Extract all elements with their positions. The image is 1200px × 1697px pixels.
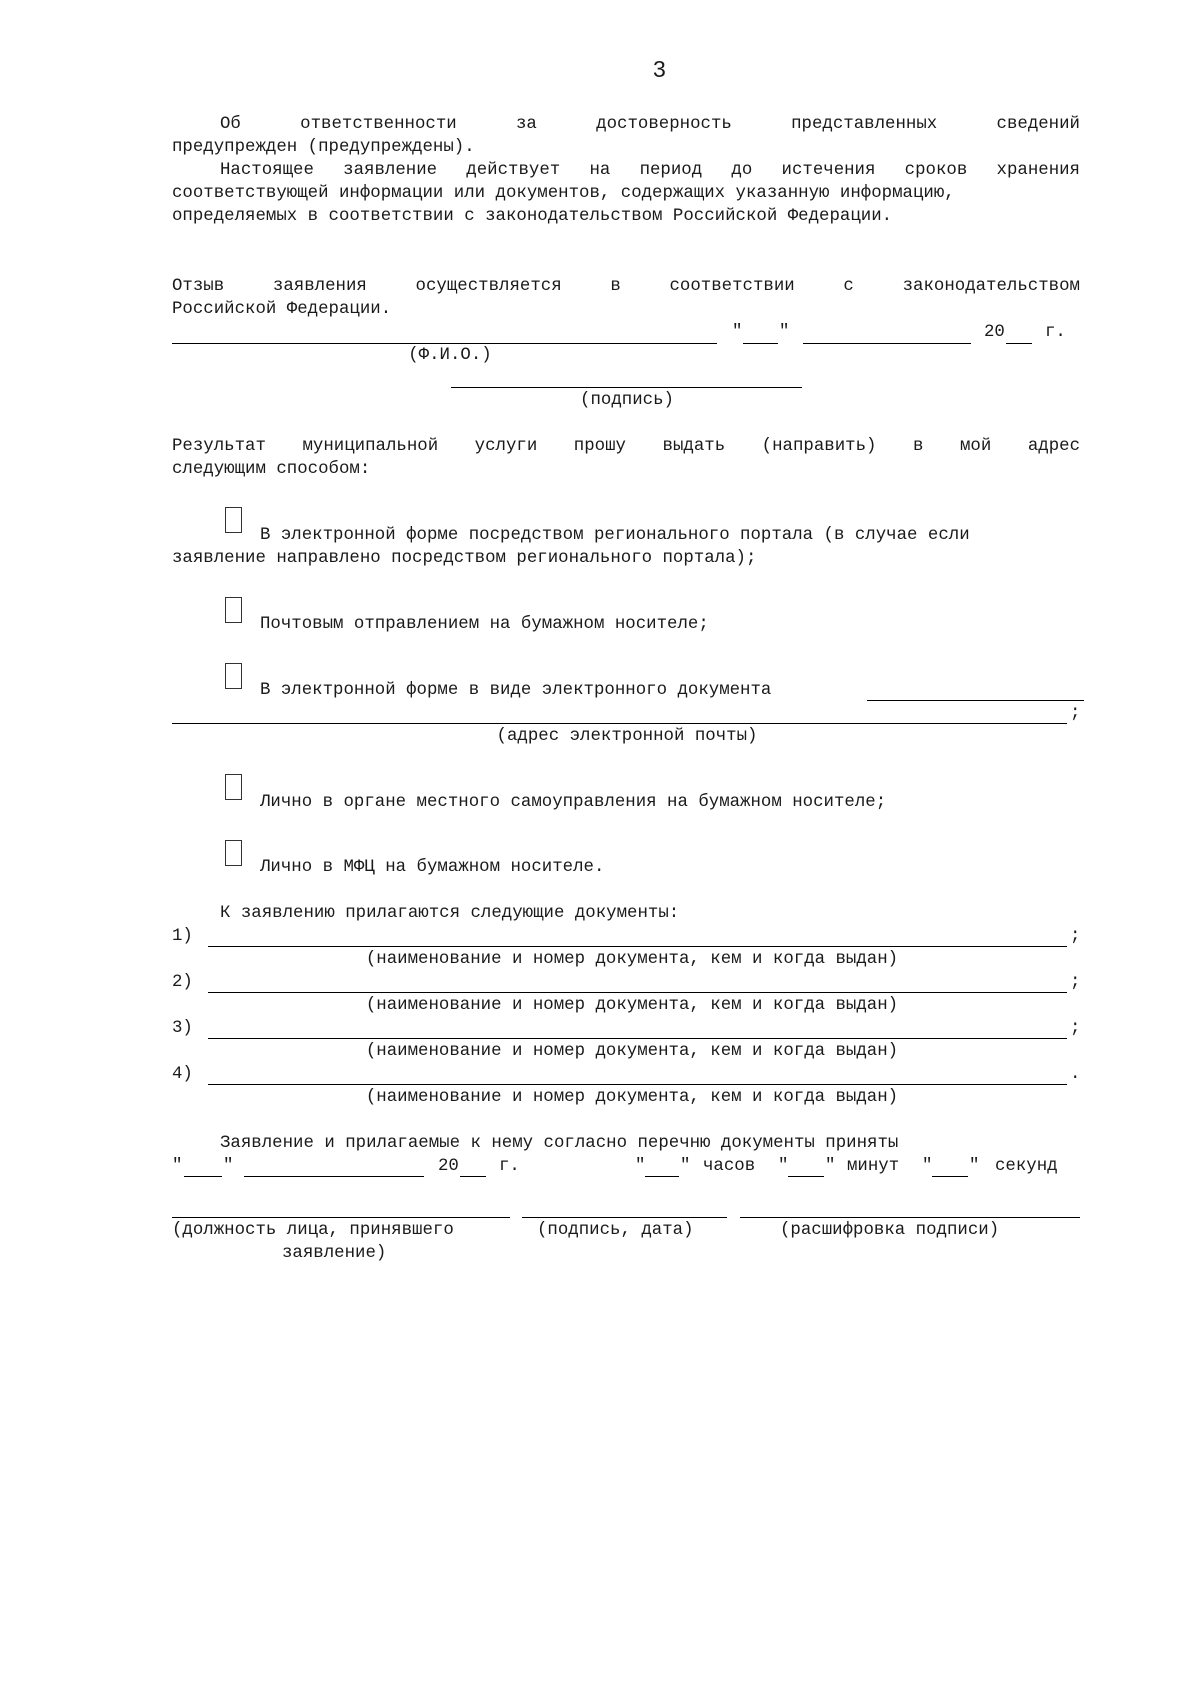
attachment-3-end: ; [1070, 1019, 1081, 1038]
attachment-3-underline [208, 1038, 1067, 1039]
attachment-2-underline [208, 992, 1067, 993]
acceptance-minutes-underline [788, 1176, 824, 1177]
portal-checkbox[interactable] [225, 507, 242, 533]
responsibility-line-1: Об ответственности за достоверность представленных сведений [220, 115, 1080, 134]
mail-option-label: Почтовым отправлением на бумажном носителе; [260, 615, 709, 634]
acceptance-hours-quote-open: " [635, 1157, 646, 1176]
position-underline [172, 1217, 510, 1218]
acceptance-day-quote-open: " [172, 1157, 183, 1176]
local-gov-checkbox[interactable] [225, 774, 242, 800]
signature-caption: (подпись) [580, 391, 674, 410]
acceptance-month-underline [244, 1176, 424, 1177]
acceptance-year-prefix: 20 [438, 1157, 459, 1176]
acceptance-minutes-quote-close: " [825, 1157, 836, 1176]
date-year-suffix: г. [1045, 323, 1066, 342]
date-quote-open: " [732, 323, 743, 342]
attachment-4-end: . [1070, 1065, 1081, 1084]
attachment-4-caption: (наименование и номер документа, кем и когда выдан) [365, 1088, 899, 1107]
decoding-caption: (расшифровка подписи) [780, 1221, 1000, 1240]
fio-underline [172, 343, 717, 344]
acceptance-line-1: Заявление и прилагаемые к нему согласно перечню документы приняты [220, 1134, 899, 1153]
attachment-4-underline [208, 1084, 1067, 1085]
attachment-3-number: 3) [172, 1019, 193, 1038]
decoding-underline [740, 1217, 1080, 1218]
acceptance-minutes-quote-open: " [778, 1157, 789, 1176]
attachment-3-caption: (наименование и номер документа, кем и когда выдан) [365, 1042, 899, 1061]
email-address-underline-1 [867, 700, 1084, 701]
attachment-2-number: 2) [172, 973, 193, 992]
date-month-underline [803, 343, 971, 344]
portal-option-line-2: заявление направлено посредством регионального портала); [172, 549, 757, 568]
result-line-2: следующим способом: [172, 460, 371, 479]
revocation-line-1: Отзыв заявления осуществляется в соответствии с законодательством [172, 277, 1080, 296]
acceptance-year-suffix: г. [499, 1157, 520, 1176]
attachment-2-end: ; [1070, 973, 1081, 992]
position-caption-line-1: (должность лица, принявшего [172, 1221, 454, 1240]
acceptance-hours-quote-close: " [680, 1157, 691, 1176]
acceptance-day-underline [184, 1176, 222, 1177]
sign-date-caption: (подпись, дата) [537, 1221, 694, 1240]
email-address-underline-2 [172, 723, 1067, 724]
attachment-1-number: 1) [172, 927, 193, 946]
email-caption: (адрес электронной почты) [496, 727, 758, 746]
acceptance-seconds-quote-close: " [969, 1157, 980, 1176]
attachment-4-number: 4) [172, 1065, 193, 1084]
validity-line-3: определяемых в соответствии с законодательством Российской Федерации. [172, 207, 893, 226]
sign-date-underline [522, 1217, 727, 1218]
attachment-1-caption: (наименование и номер документа, кем и когда выдан) [365, 950, 899, 969]
acceptance-seconds-underline [932, 1176, 968, 1177]
attachment-1-end: ; [1070, 927, 1081, 946]
acceptance-seconds-quote-open: " [922, 1157, 933, 1176]
acceptance-day-quote-close: " [223, 1157, 234, 1176]
page-number: 3 [653, 56, 666, 82]
validity-line-2: соответствующей информации или документов, содержащих указанную информацию, [172, 184, 955, 203]
acceptance-minutes-label: минут [847, 1157, 900, 1176]
date-day-underline [743, 343, 778, 344]
attachment-2-caption: (наименование и номер документа, кем и когда выдан) [365, 996, 899, 1015]
mfc-option-label: Лично в МФЦ на бумажном носителе. [260, 858, 605, 877]
acceptance-hours-underline [645, 1176, 679, 1177]
local-gov-option-label: Лично в органе местного самоуправления на бумажном носителе; [260, 793, 887, 812]
fio-caption: (Ф.И.О.) [408, 346, 492, 365]
acceptance-hours-label: часов [703, 1157, 756, 1176]
revocation-line-2: Российской Федерации. [172, 300, 392, 319]
mail-checkbox[interactable] [225, 597, 242, 623]
attachment-1-underline [208, 946, 1067, 947]
result-line-1: Результат муниципальной услуги прошу выдать (направить) в мой адрес [172, 437, 1080, 456]
responsibility-line-2: предупрежден (предупреждены). [172, 138, 475, 157]
date-year-prefix: 20 [984, 323, 1005, 342]
validity-line-1: Настоящее заявление действует на период до истечения сроков хранения [220, 161, 1080, 180]
email-checkbox[interactable] [225, 663, 242, 689]
email-option-label: В электронной форме в виде электронного документа [260, 681, 772, 700]
attachments-heading: К заявлению прилагаются следующие документы: [220, 904, 680, 923]
mfc-checkbox[interactable] [225, 840, 242, 866]
date-year-underline [1006, 343, 1032, 344]
acceptance-seconds-label: секунд [995, 1157, 1058, 1176]
signature-underline [451, 387, 802, 388]
date-quote-close: " [779, 323, 790, 342]
acceptance-year-underline [460, 1176, 486, 1177]
position-caption-line-2: заявление) [282, 1244, 387, 1263]
email-line-end: ; [1070, 704, 1081, 723]
portal-option-line-1: В электронной форме посредством регионального портала (в случае если [260, 526, 970, 545]
